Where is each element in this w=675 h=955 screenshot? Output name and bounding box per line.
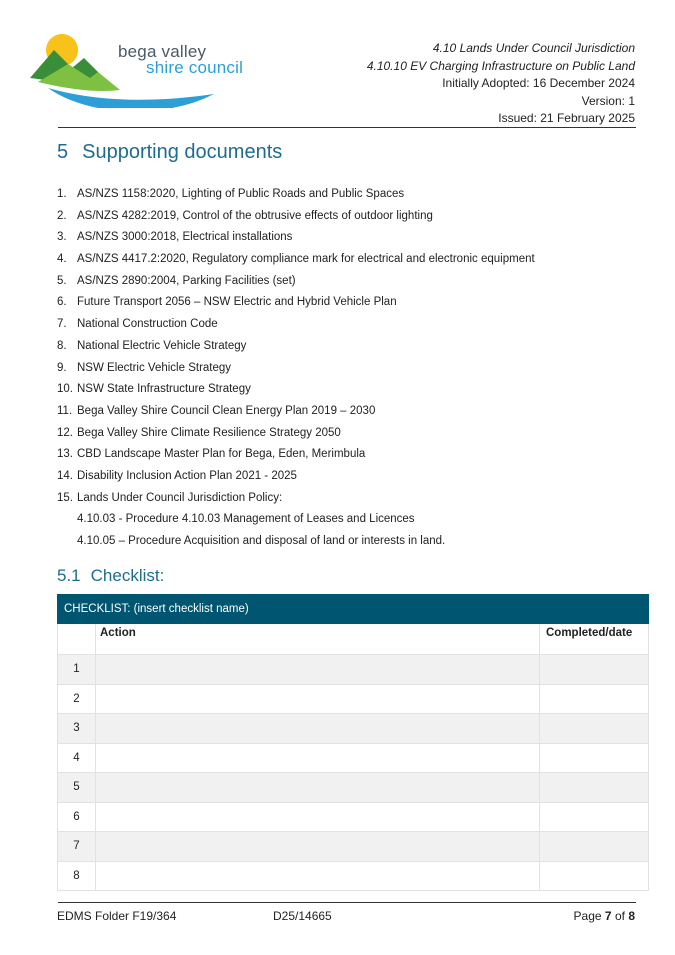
list-item: 4. AS/NZS 4417.2:2020, Regulatory compliance mark for electrical and electronic equipment <box>57 253 535 266</box>
header-policy-group: 4.10 Lands Under Council Jurisdiction <box>432 41 635 55</box>
header-version: Version: 1 <box>581 93 635 108</box>
action-cell[interactable] <box>96 832 540 862</box>
action-column-header: Action <box>96 624 540 655</box>
index-header-cell <box>58 624 96 655</box>
list-item: 12. Bega Valley Shire Climate Resilience Strategy 2050 <box>57 426 341 439</box>
header-issued-date: Issued: 21 February 2025 <box>498 111 635 125</box>
completed-cell[interactable] <box>540 802 649 832</box>
row-number: 4 <box>58 743 96 773</box>
completed-cell[interactable] <box>540 655 649 685</box>
list-item: 14. Disability Inclusion Action Plan 2021 - 2025 <box>57 469 297 482</box>
table-row <box>58 861 649 891</box>
list-item: 15. Lands Under Council Jurisdiction Policy: <box>57 491 283 504</box>
checklist-header-row <box>58 624 649 655</box>
sub-list-item: 4.10.03 - Procedure 4.10.03 Management of Leases and Licences <box>77 513 415 526</box>
list-item: 11. Bega Valley Shire Council Clean Energy Plan 2019 – 2030 <box>57 404 376 417</box>
section-number: 5 <box>57 141 69 163</box>
list-item: 10. NSW State Infrastructure Strategy <box>57 383 251 396</box>
completed-cell[interactable] <box>540 773 649 803</box>
subsection-number: 5.1 <box>57 566 81 585</box>
row-number: 6 <box>58 802 96 832</box>
footer-doc-ref: D25/14665 <box>273 909 332 923</box>
list-item: 13. CBD Landscape Master Plan for Bega, Eden, Merimbula <box>57 448 366 461</box>
action-cell[interactable] <box>96 684 540 714</box>
list-item: 1. AS/NZS 1158:2020, Lighting of Public Roads and Public Spaces <box>57 188 405 200</box>
table-row <box>58 714 649 744</box>
table-row <box>58 802 649 832</box>
list-item: 9. NSW Electric Vehicle Strategy <box>57 361 232 374</box>
row-number: 7 <box>58 832 96 862</box>
row-number: 8 <box>58 861 96 891</box>
completed-cell[interactable] <box>540 861 649 891</box>
sub-list-item: 4.10.05 – Procedure Acquisition and disposal of land or interests in land. <box>77 535 446 547</box>
checklist-table <box>57 594 649 891</box>
header-rule <box>58 127 636 128</box>
table-row <box>58 684 649 714</box>
list-item: 2. AS/NZS 4282:2019, Control of the obtrusive effects of outdoor lighting <box>57 209 433 222</box>
row-number: 2 <box>58 684 96 714</box>
subsection-heading <box>57 566 164 586</box>
row-number: 1 <box>58 655 96 685</box>
supporting-documents-list <box>57 184 535 553</box>
action-cell[interactable] <box>96 773 540 803</box>
table-row <box>58 832 649 862</box>
footer-rule <box>58 902 636 903</box>
completed-cell[interactable] <box>540 684 649 714</box>
logo-text-shire-council: shire council <box>146 58 244 77</box>
subsection-title: Checklist: <box>90 566 165 585</box>
completed-cell[interactable] <box>540 832 649 862</box>
action-cell[interactable] <box>96 743 540 773</box>
action-cell[interactable] <box>96 802 540 832</box>
row-number: 5 <box>58 773 96 803</box>
row-number: 3 <box>58 714 96 744</box>
list-item: 6. Future Transport 2056 – NSW Electric and Hybrid Vehicle Plan <box>57 296 397 309</box>
header-adopted-date: Initially Adopted: 16 December 2024 <box>442 76 635 90</box>
completed-cell[interactable] <box>540 743 649 773</box>
list-item: 3. AS/NZS 3000:2018, Electrical installations <box>57 231 293 244</box>
list-item: 7. National Construction Code <box>57 318 218 331</box>
document-header <box>367 40 635 128</box>
logo-text-bega-valley: bega valley <box>118 42 207 61</box>
action-cell[interactable] <box>96 714 540 744</box>
action-cell[interactable] <box>96 861 540 891</box>
list-item: 5. AS/NZS 2890:2004, Parking Facilities (set) <box>57 274 296 287</box>
action-cell[interactable] <box>96 655 540 685</box>
section-heading <box>57 141 282 164</box>
table-row <box>58 743 649 773</box>
completed-cell[interactable] <box>540 714 649 744</box>
list-item: 8. National Electric Vehicle Strategy <box>57 339 247 352</box>
footer-page-number: Page 7 of 8 <box>573 909 635 923</box>
table-row <box>58 773 649 803</box>
completed-column-header: Completed/date <box>540 624 649 655</box>
header-policy-title: 4.10.10 EV Charging Infrastructure on Public Land <box>366 58 635 73</box>
table-row <box>58 655 649 685</box>
section-title: Supporting documents <box>82 141 283 163</box>
checklist-caption: CHECKLIST: (insert checklist name) <box>58 595 649 624</box>
footer-folder: EDMS Folder F19/364 <box>57 909 177 923</box>
